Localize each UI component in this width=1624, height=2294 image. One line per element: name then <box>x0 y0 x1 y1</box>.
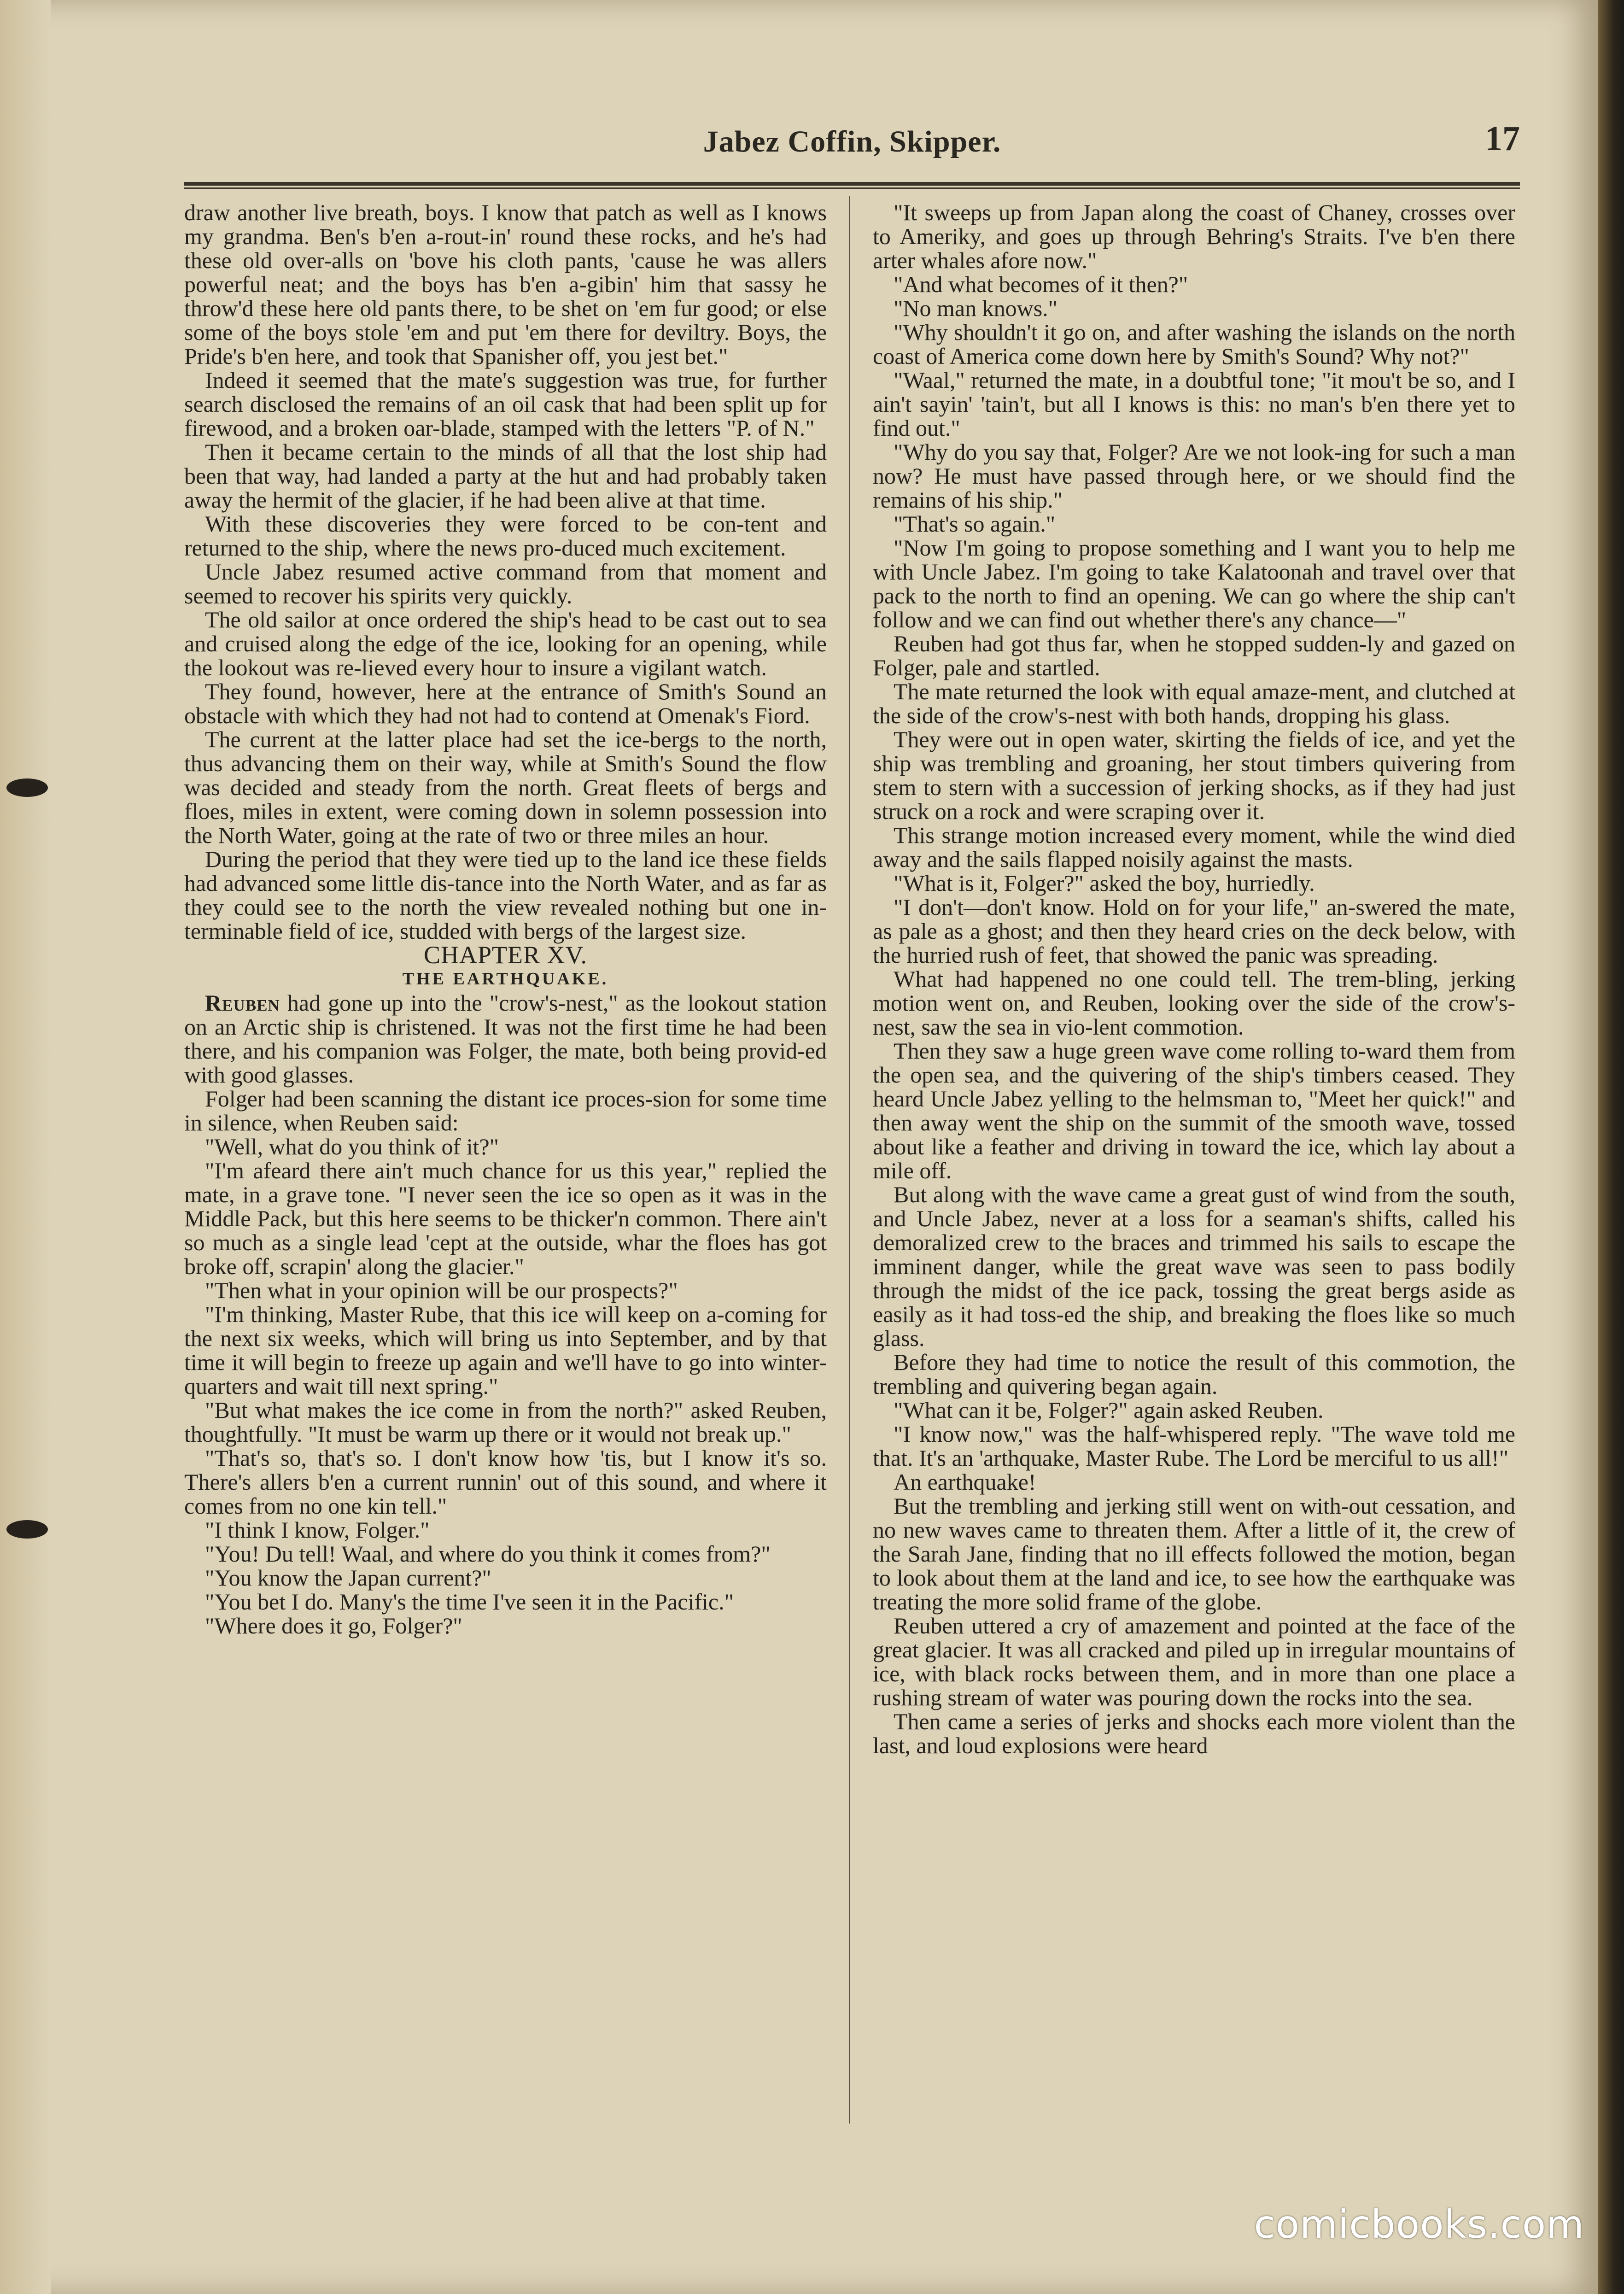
paragraph: "You! Du tell! Waal, and where do you think it comes from?" <box>205 1541 771 1567</box>
paragraph: "You bet I do. Many's the time I've seen it in the Pacific." <box>205 1589 734 1615</box>
paragraph: "And what becomes of it then?" <box>894 271 1188 297</box>
paragraph: "Then what in your opinion will be our prospects?" <box>205 1277 678 1303</box>
paragraph: "Well, what do you think of it?" <box>205 1134 499 1159</box>
paragraph: The current at the latter place had set the ice-bergs to the north, thus advancing them on their way, while at Smith's Sound the flow was decided and steady from the north. Great fleets of bergs and floes, miles in extent, were coming down in solemn possession into the North Water, going at the rate of two or three miles an hour. <box>184 726 827 848</box>
paragraph: "Now I'm going to propose something and I want you to help me with Uncle Jabez. I'm going to take Kalatoonah and travel over that pack to the north to find an opening. We can go where the ship can't follow and we can find out whether there's any chance—" <box>873 535 1515 632</box>
paragraph: Then came a series of jerks and shocks each more violent than the last, and loud explosions were heard <box>873 1709 1515 1758</box>
paragraph: They were out in open water, skirting the fields of ice, and yet the ship was trembling and groaning, her stout timbers quivering from stem to stern with a succession of jerking shocks, as if they had just struck on a rock and were scraping over it. <box>873 726 1515 824</box>
paragraph: "It sweeps up from Japan along the coast of Chaney, crosses over to Ameriky, and goes up through Behring's Straits. I've b'en there arter whales afore now." <box>873 199 1515 273</box>
paragraph: "What can it be, Folger?" again asked Reuben. <box>894 1397 1324 1423</box>
chapter-heading: CHAPTER XV. <box>423 941 588 969</box>
paragraph: Indeed it seemed that the mate's suggestion was true, for further search disclosed the remains of an oil cask that had been split up for firewood, and a broken oar-blade, stamped with the letters "P. of N." <box>184 367 827 441</box>
watermark: comicbooks.com <box>1254 2202 1584 2247</box>
paragraph: Then they saw a huge green wave come rolling to-ward them from the open sea, and the quivering of the ship's timbers ceased. They heard Uncle Jabez yelling to the helmsman to, "Meet her quick!" and then away went the ship on the summit of the smooth wave, tossed about like a feather and driving in toward the ice, which lay about a mile off. <box>873 1038 1515 1183</box>
paragraph: Then it became certain to the minds of all that the lost ship had been that way, had landed a party at the hut and had probably taken away the hermit of the glacier, if he had been alive at that time. <box>184 439 827 513</box>
binding-gutter <box>0 0 51 2294</box>
paragraph: Before they had time to notice the result of this commotion, the trembling and quivering began again. <box>873 1349 1515 1399</box>
running-title: Jabez Coffin, Skipper. <box>703 125 1001 158</box>
paragraph: "You know the Japan current?" <box>205 1565 491 1591</box>
binding-hole <box>6 1520 48 1539</box>
header-rule <box>184 182 1520 186</box>
page-number: 17 <box>1485 119 1520 158</box>
binding-hole <box>6 778 48 797</box>
paragraph: "Why do you say that, Folger? Are we not look-ing for such a man now? He must have passed through here, or we should find the remains of his ship." <box>873 439 1515 513</box>
paragraph: The old sailor at once ordered the ship's head to be cast out to sea and cruised along the edge of the ice, looking for an opening, while the lookout was re-lieved every hour to insure a vigilant watch. <box>184 607 827 680</box>
paragraph <box>184 991 827 1087</box>
page-edge-shadow <box>1598 0 1624 2294</box>
paragraph: But the trembling and jerking still went on with-out cessation, and no new waves came to threaten them. After a little of it, the crew of the Sarah Jane, finding that no ill effects followed the motion, began to look about them at the land and ice, to see how the earthquake was treating the more solid frame of the globe. <box>873 1493 1515 1615</box>
lead-word: Reuben <box>205 990 280 1016</box>
paragraph-text: had gone up into the "crow's-nest," as the lookout station on an Arctic ship is christened. It was not the first time he had been there, and his companion was Folger, the mate, both being provid-ed with good glasses. <box>184 990 827 1088</box>
paragraph: Reuben had got thus far, when he stopped sudden-ly and gazed on Folger, pale and startled. <box>873 631 1515 680</box>
paragraph: They found, however, here at the entrance of Smith's Sound an obstacle with which they had not had to contend at Omenak's Fiord. <box>184 679 827 728</box>
paragraph: "But what makes the ice come in from the north?" asked Reuben, thoughtfully. "It must be warm up there or it would not break up." <box>184 1397 827 1447</box>
paragraph: During the period that they were tied up to the land ice these fields had advanced some little dis-tance into the North Water, and as far as they could see to the north the view revealed nothing but one in-terminable field of ice, studded with bergs of the largest size. <box>184 846 827 944</box>
paragraph: This strange motion increased every moment, while the wind died away and the sails flapped noisily against the masts. <box>873 822 1515 872</box>
paragraph: With these discoveries they were forced to be con-tent and returned to the ship, where the news pro-duced much excitement. <box>184 511 827 561</box>
left-column <box>184 200 827 1638</box>
paragraph: "No man knows." <box>894 295 1058 321</box>
paragraph: "I don't—don't know. Hold on for your life," an-swered the mate, as pale as a ghost; and then they heard cries on the deck below, with the hurried rush of feet, that showed the panic was spreading. <box>873 894 1515 968</box>
paragraph: "I'm thinking, Master Rube, that this ice will keep on a-coming for the next six weeks, which will bring us into September, and by that time it will begin to freeze up again and we'll have to go into winter-quarters and wait till next spring." <box>184 1301 827 1399</box>
paragraph: Folger had been scanning the distant ice proces-sion for some time in silence, when Reuben said: <box>184 1086 827 1135</box>
paragraph: But along with the wave came a great gust of wind from the south, and Uncle Jabez, never at a loss for a seaman's shifts, called his demoralized crew to the braces and trimmed his sails to escape the imminent danger, while the great wave was seen to pass bodily through the midst of the ice pack, tossing the great bergs aside as easily as it had toss-ed the ship, and breaking the floes like so much glass. <box>873 1182 1515 1351</box>
paragraph: "Where does it go, Folger?" <box>205 1613 462 1639</box>
chapter-title: THE EARTHQUAKE. <box>402 969 609 989</box>
right-column <box>873 200 1515 1757</box>
paragraph: "Why shouldn't it go on, and after washing the islands on the north coast of America come down here by Smith's Sound? Why not?" <box>873 319 1515 369</box>
paragraph: "Waal," returned the mate, in a doubtful tone; "it mou't be so, and I ain't sayin' 'tain't, but all I knows is this: no man's b'en there yet to find out." <box>873 367 1515 441</box>
paragraph: The mate returned the look with equal amaze-ment, and clutched at the side of the crow's-nest with both hands, dropping his glass. <box>873 679 1515 728</box>
paragraph: "I know now," was the half-whispered reply. "The wave told me that. It's an 'arthquake, Master Rube. The Lord be merciful to us all!" <box>873 1421 1515 1471</box>
paragraph: "What is it, Folger?" asked the boy, hurriedly. <box>894 870 1315 896</box>
paragraph: "That's so again." <box>894 511 1056 537</box>
paragraph: "That's so, that's so. I don't know how 'tis, but I know it's so. There's allers b'en a current runnin' out of this sound, and where it comes from no one kin tell." <box>184 1445 827 1519</box>
column-rule <box>849 196 850 2124</box>
paragraph: "I think I know, Folger." <box>205 1517 430 1543</box>
header-rule-thin <box>184 187 1520 189</box>
paragraph: What had happened no one could tell. The trem-bling, jerking motion went on, and Reuben, looking over the side of the crow's-nest, saw the sea in vio-lent commotion. <box>873 966 1515 1040</box>
paragraph: An earthquake! <box>894 1469 1036 1495</box>
paragraph: Uncle Jabez resumed active command from that moment and seemed to recover his spirits very quickly. <box>184 559 827 609</box>
paragraph: "I'm afeard there ain't much chance for us this year," replied the mate, in a grave tone. "I never seen the ice so open as it was in the Middle Pack, but this here seems to be thicker'n common. There ain't so much as a single lead 'cept at the outside, whar the floes has got broke off, scrapin' along the glacier." <box>184 1158 827 1279</box>
paragraph: draw another live breath, boys. I know that patch as well as I knows my grandma. Ben's b'en a-rout-in' round these rocks, and he's had these old over-alls on 'bove his cloth pants, 'cause he was allers powerful neat; and the boys has b'en a-gibin' him that sassy he throw'd these here old pants there, to be shet on 'em fur good; or else some of the boys stole 'em and put 'em there for deviltry. Boys, the Pride's b'en here, and took that Spanisher off, you jest bet." <box>184 199 827 369</box>
paragraph: Reuben uttered a cry of amazement and pointed at the face of the great glacier. It was all cracked and piled up in irregular mountains of ice, with black rocks between them, and in more than one place a rushing stream of water was pouring down the rocks into the sea. <box>873 1613 1515 1710</box>
page-header <box>184 115 1520 170</box>
